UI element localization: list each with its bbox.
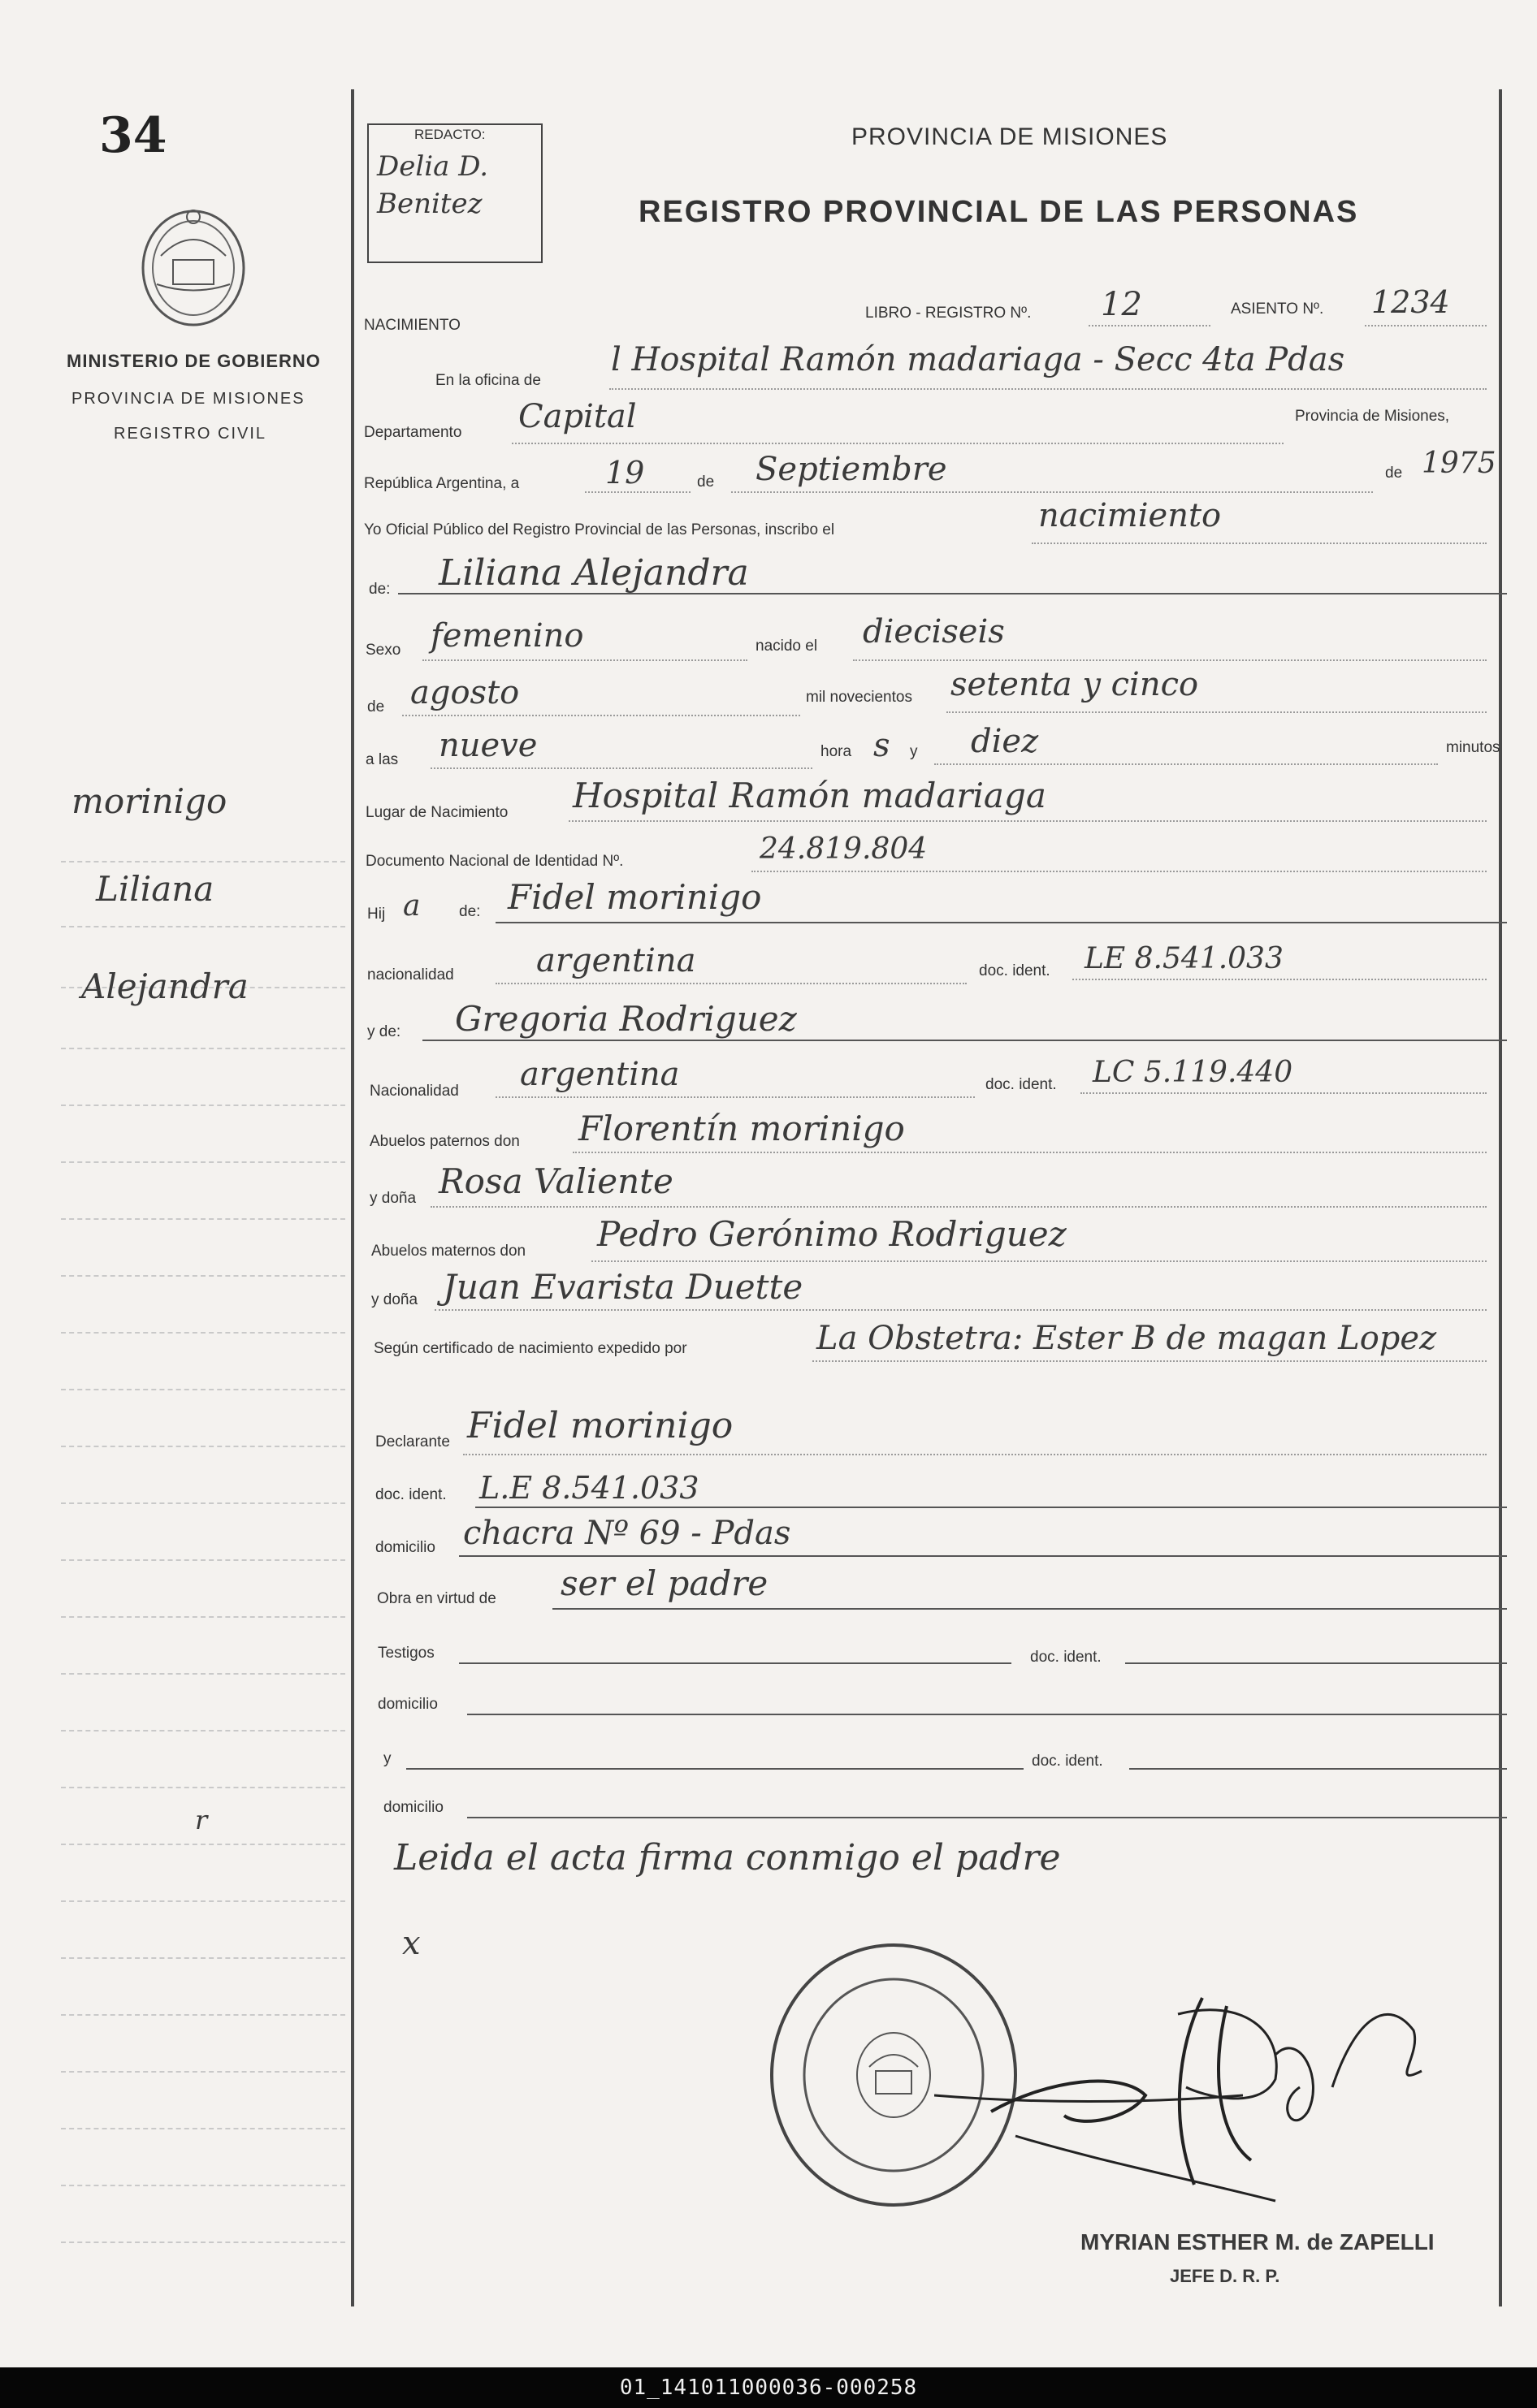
certificate-label: Según certificado de nacimiento expedido por [374,1340,687,1357]
republic-label: República Argentina, a [364,475,520,492]
office-label: En la oficina de [435,372,541,389]
declarant-label: Declarante [375,1433,450,1450]
mother-doc-label: doc. ident. [985,1076,1057,1093]
birthplace-label: Lugar de Nacimiento [366,804,509,821]
act-type-label: NACIMIENTO [364,317,461,334]
mother-doc-value: LC 5.119.440 [1093,1056,1293,1089]
image-file-id: 01_141011000036-000258 [0,2367,1537,2408]
drafter-signature: Delia D. Benitez [377,150,489,220]
hours-label: hora [820,743,852,760]
child-of-label: Hij [367,906,386,923]
drafter-stamp-box [367,123,543,263]
department-label: Departamento [364,424,462,441]
closing-statement: Leida el acta firma conmigo el padre [394,1837,1061,1878]
entry-number: 1234 [1371,284,1450,320]
right-column-rule [1499,89,1502,2306]
registration-year: 1975 [1422,447,1496,480]
paternal-grandfather-label: Abuelos paternos don [370,1133,520,1150]
date-de-label-1: de [697,473,715,491]
paternal-grandfather-name: Florentín morinigo [578,1109,905,1148]
father-de-label: de: [459,903,481,920]
father-nationality-label: nacionalidad [367,966,454,984]
book-label: LIBRO - REGISTRO Nº. [865,305,1032,322]
registrar-title: JEFE D. R. P. [1170,2266,1280,2286]
second-witness-address-label: domicilio [383,1799,444,1816]
sex-label: Sexo [366,642,401,659]
birthplace-value: Hospital Ramón madariaga [573,776,1046,815]
declarant-address-value: chacra Nº 69 - Pdas [463,1515,791,1552]
date-de-label-2: de [1385,465,1403,482]
maternal-grandmother-name: Juan Evarista Duette [443,1267,803,1307]
father-nationality-value: argentina [536,942,696,979]
witness-address-label: domicilio [378,1696,438,1713]
civil-registry-name: REGISTRO CIVIL [114,425,267,443]
maternal-grandfather-name: Pedro Gerónimo Rodriguez [597,1214,1067,1254]
child-name: Liliana Alejandra [439,552,749,594]
maternal-grandfather-label: Abuelos maternos don [371,1243,526,1260]
registry-title: REGISTRO PROVINCIAL DE LAS PERSONAS [639,195,1359,229]
registrar-name: MYRIAN ESTHER M. de ZAPELLI [1080,2229,1435,2255]
child-of-suffix: a [403,889,421,923]
book-number: 12 [1101,286,1142,323]
father-doc-value: LE 8.541.033 [1085,942,1284,975]
registration-month: Septiembre [756,451,947,488]
father-name: Fidel morinigo [508,877,762,917]
drafter-label: REDACTO: [414,127,486,142]
name-de-label: de: [369,581,391,598]
birth-day-words: dieciseis [863,613,1005,651]
hours-suffix: s [873,727,890,764]
paternal-grandmother-label: y doña [370,1190,417,1207]
mother-nationality-label: Nacionalidad [370,1083,459,1100]
born-label: nacido el [756,638,818,655]
margin-note-firstname: Liliana [96,869,214,909]
left-column-rule [351,89,354,2306]
maternal-grandmother-label: y doña [371,1291,418,1308]
declarant-mark: x [402,1925,421,1962]
office-value: l Hospital Ramón madariaga - Secc 4ta Pdas [611,341,1345,378]
entry-label: ASIENTO Nº. [1231,300,1324,318]
birth-month-value: agosto [410,674,520,711]
margin-note-surname: morinigo [71,781,227,821]
time-prefix-label: a las [366,751,399,768]
mother-de-label: y de: [367,1023,401,1040]
ministry-name: MINISTERIO DE GOBIERNO [67,351,321,371]
province-label: Provincia de Misiones, [1295,408,1450,425]
mother-name: Gregoria Rodriguez [455,999,797,1039]
coat-of-arms-emblem [136,199,250,329]
page-number: 34 [99,107,167,164]
birth-hour-words: nueve [439,727,538,764]
province-title: PROVINCIA DE MISIONES [851,123,1168,150]
registrar-signature [934,1982,1454,2209]
father-doc-label: doc. ident. [979,962,1050,979]
official-statement: Yo Oficial Público del Registro Provincial de las Personas, inscribo el [364,521,835,538]
year-prefix-label: mil novecientos [806,689,912,706]
sex-value: femenino [431,617,584,655]
registration-day: 19 [605,455,645,491]
witnesses-label: Testigos [378,1645,435,1662]
acts-by-virtue-value: ser el padre [561,1563,768,1603]
birth-minutes-words: diez [971,723,1039,760]
paternal-grandmother-name: Rosa Valiente [439,1161,673,1201]
declarant-address-label: domicilio [375,1539,435,1556]
mother-nationality-value: argentina [520,1056,680,1093]
minutes-label: minutos [1446,739,1500,756]
birth-month-label: de [367,698,385,715]
declarant-doc-value: L.E 8.541.033 [479,1470,699,1506]
department-value: Capital [518,398,637,435]
birth-year-words: setenta y cinco [950,666,1199,703]
margin-stroke: r [195,1805,208,1835]
province-name-left: PROVINCIA DE MISIONES [71,390,305,408]
second-witness-label: y [383,1750,392,1767]
margin-note-middlename: Alejandra [81,966,249,1006]
witness-doc-label: doc. ident. [1030,1649,1102,1666]
national-id-label: Documento Nacional de Identidad Nº. [366,853,624,870]
certificate-issuer: La Obstetra: Ester B de magan Lopez [816,1320,1437,1357]
and-label: y [910,743,918,760]
declarant-name: Fidel morinigo [467,1405,734,1446]
acts-by-virtue-label: Obra en virtud de [377,1590,496,1607]
declarant-doc-label: doc. ident. [375,1486,447,1503]
second-witness-doc-label: doc. ident. [1032,1753,1103,1770]
national-id-value: 24.819.804 [760,832,928,866]
act-inscribed-value: nacimiento [1038,497,1222,534]
